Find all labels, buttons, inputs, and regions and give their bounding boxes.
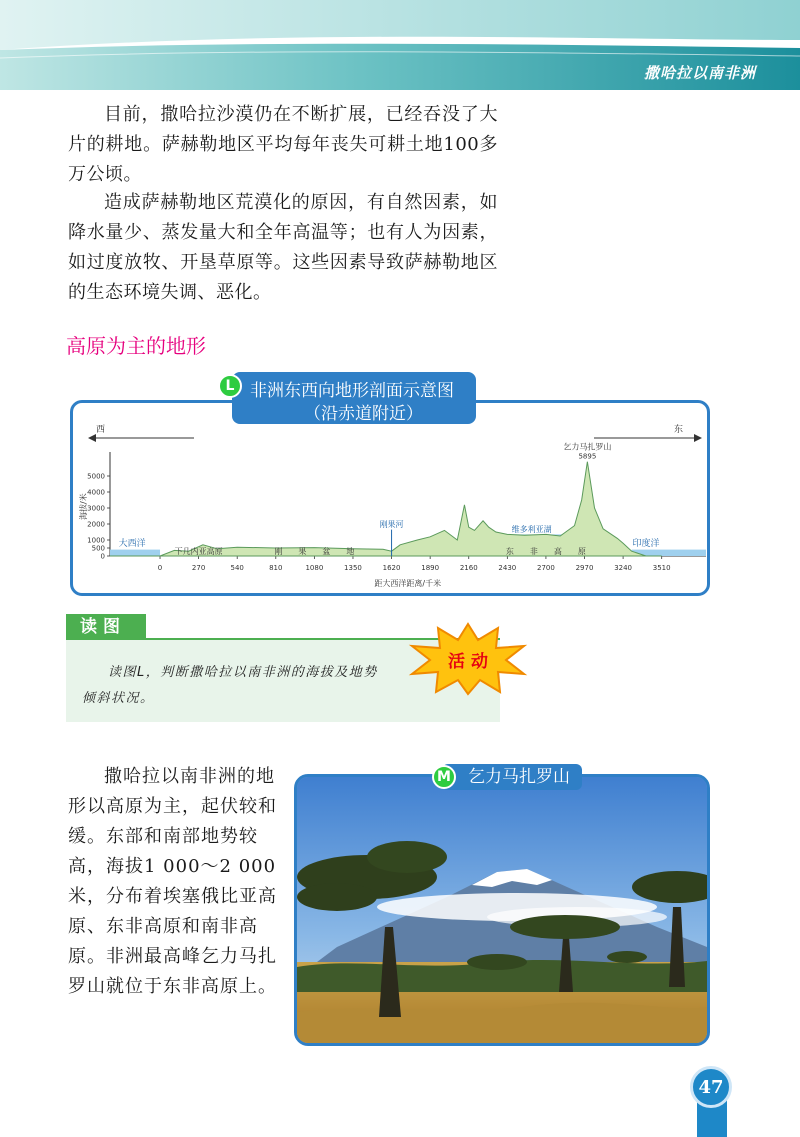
figure-m-photo-frame (294, 774, 710, 1046)
figure-m-badge: M (432, 765, 456, 789)
west-label: 西 (96, 425, 106, 435)
activity-label: 活 动 (448, 652, 488, 672)
reading-tab: 读图 (66, 614, 146, 640)
figure-l-badge: L (218, 374, 242, 398)
figure-l-subtitle: （沿赤道附近） (304, 404, 423, 424)
lake-victoria-label: 维多利亚湖 (511, 525, 552, 535)
y-tick-label: 5000 (87, 472, 105, 481)
west-arrow-icon (88, 434, 96, 442)
east-label: 东 (674, 425, 684, 435)
header-band (0, 0, 800, 100)
congo-basin-label: 刚 果 盆 地 (274, 547, 355, 556)
y-tick-label: 1000 (87, 536, 105, 545)
x-tick-label: 3510 (652, 564, 671, 572)
figure-l-title: 非洲东西向地形剖面示意图 (250, 381, 454, 401)
paragraph-desertification: 目前，撒哈拉沙漠仍在不断扩展，已经吞没了大片的耕地。萨赫勒地区平均每年丧失可耕土地100多万公顷。 (68, 104, 498, 185)
x-tick-label: 2160 (459, 564, 478, 572)
x-tick-label: 2700 (537, 564, 555, 572)
running-header-title: 撒哈拉以南非洲 (643, 64, 756, 82)
indian-ocean-label: 印度洋 (632, 539, 660, 549)
x-tick-label: 1350 (344, 564, 362, 572)
paragraph-causes: 造成萨赫勒地区荒漠化的原因，有自然因素，如降水量少、蒸发量大和全年高温等；也有人为因素，如过度放牧、开垦草原等。这些因素导致萨赫勒地区的生态环境失调、恶化。 (68, 192, 498, 303)
x-tick-label: 2970 (575, 564, 594, 572)
y-tick-label: 500 (91, 544, 105, 553)
x-tick-label: 0 (157, 564, 163, 572)
figure-l-title-tab (232, 372, 476, 424)
east-african-plateau-label: 东 非 高 原 (505, 547, 586, 556)
paragraph-plateau-terrain: 撒哈拉以南非洲的地形以高原为主，起伏较和缓。东部和南部地势较高，海拔1 000～2 000米，分布着埃塞俄比亚高原、东非高原和南非高原。非洲最高峰乞力马扎罗山就位于东非高原上。 (68, 766, 277, 997)
kilimanjaro-photo (297, 777, 707, 1043)
y-axis-label: 海拔/米 (79, 493, 88, 520)
x-tick-label: 1890 (421, 564, 440, 572)
kilimanjaro-label: 乞力马扎罗山 (563, 442, 612, 452)
activity-burst-icon (408, 622, 528, 696)
x-tick-label: 3240 (614, 564, 633, 572)
kilimanjaro-elevation: 5895 (578, 452, 597, 461)
y-tick-label: 0 (100, 552, 105, 561)
x-tick-label: 810 (269, 564, 283, 572)
x-tick-label: 2430 (498, 564, 517, 572)
section-heading: 高原为主的地形 (66, 334, 206, 358)
atlantic-label: 大西洋 (118, 539, 146, 549)
x-tick-label: 1080 (305, 564, 324, 572)
terrain-profile-chart (74, 420, 708, 592)
reading-question: 读图L，判断撒哈拉以南非洲的海拔及地势倾斜状况。 (82, 665, 378, 706)
x-tick-label: 270 (191, 564, 206, 572)
figure-m-title: 乞力马扎罗山 (442, 764, 582, 790)
lower-guinea-plateau-label: 下几内亚高原 (174, 547, 223, 556)
congo-river-label: 刚果河 (379, 520, 404, 530)
y-tick-label: 3000 (87, 504, 105, 513)
east-arrow-icon (694, 434, 702, 442)
atlantic-ocean-shape (110, 550, 160, 556)
y-tick-label: 4000 (87, 488, 105, 497)
x-axis-label: 距大西洋距离/千米 (374, 579, 442, 588)
x-tick-label: 1620 (382, 564, 401, 572)
page-number: 47 (690, 1066, 732, 1108)
x-tick-label: 540 (230, 564, 244, 572)
y-tick-label: 2000 (87, 520, 105, 529)
terrain-profile-area (110, 462, 662, 556)
